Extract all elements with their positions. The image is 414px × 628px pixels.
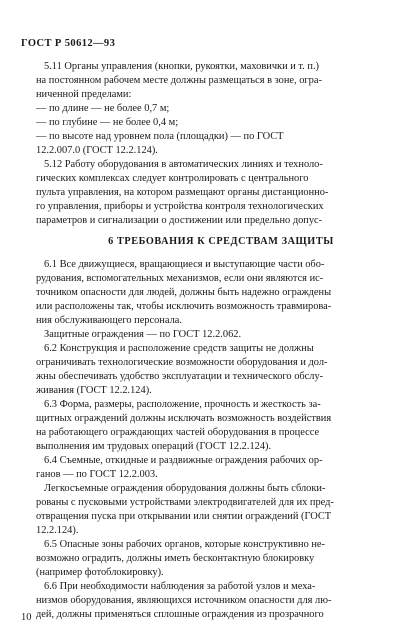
text-line: 5.11 Органы управления (кнопки, рукоятки, маховички и т. п.) [44,61,319,72]
text-line: жны обеспечивать удобство эксплуатации и технического обслу- [36,371,324,382]
text-line: дей, должны применяться сплошные ограждения из прозрачного [36,609,324,620]
text-line: — по длине — не более 0,7 м; [36,103,170,114]
text-line: ганов — по ГОСТ 12.2.003. [36,469,158,480]
text-line: параметров и сигнализации о достижении или предельно допус- [36,215,323,226]
text-line: рудования, вспомогательных механизмов, если они являются ис- [36,273,324,284]
text-line: 6.5 Опасные зоны рабочих органов, которые конструктивно не- [44,539,326,550]
text-line: точником опасности для людей, должны быть надежно ограждены [36,287,332,298]
text-line: 5.12 Работу оборудования в автоматических линиях и техноло- [44,159,323,170]
text-line: 6.3 Форма, размеры, расположение, прочность и жесткость за- [44,399,321,410]
text-line: 12.2.007.0 (ГОСТ 12.2.124). [36,145,158,156]
text-line: гических комплексах следует контролировать с центрального [36,173,309,184]
text-line: 6.6 При необходимости наблюдения за работой узлов и меха- [44,581,316,592]
text-line: — по глубине — не более 0,4 м; [36,117,179,128]
text-line: рованы с пусковыми устройствами электродвигателей для их пред- [36,497,334,508]
text-line: на постоянном рабочем месте должны размещаться в зоне, огра- [36,75,322,86]
document-header: ГОСТ Р 50612—93 [21,38,116,49]
text-line: 6.4 Съемные, откидные и раздвижные ограждения рабочих ор- [44,455,323,466]
text-line: щитных ограждений должны исключать возможность воздействия [36,413,332,424]
text-line: отвращения пуска при открывании или снятии ограждений (ГОСТ [36,511,332,522]
text-line: возможно оградить, должны иметь бесконтактную блокировку [36,553,315,564]
text-line: живания (ГОСТ 12.2.124). [36,385,152,396]
text-line: на работающего ограждающих частей оборудования в процессе [36,427,320,438]
page-number: 10 [21,612,32,623]
text-line: ограничивать технологические возможности оборудования и дол- [36,357,328,368]
text-line: низмов оборудования, являющихся источником опасности для лю- [36,595,332,606]
text-line: 6.1 Все движущиеся, вращающиеся и выступающие части обо- [44,259,325,270]
text-line: го управления, приборы и устройства контроля технологических [36,201,324,212]
text-line: (например фотоблокировку). [36,567,164,578]
text-line: ниченной пределами: [36,89,132,100]
text-line: Защитные ограждения — по ГОСТ 12.2.062. [44,329,242,340]
text-line: 12.2.124). [36,525,79,536]
text-line: или расположены так, чтобы исключить возможность травмирова- [36,301,332,312]
section-title: 6 ТРЕБОВАНИЯ К СРЕДСТВАМ ЗАЩИТЫ [108,236,334,247]
text-line: пульта управления, на котором размещают органы дистанционно- [36,187,329,198]
text-line: ния обслуживающего персонала. [36,315,182,326]
text-line: — по высоте над уровнем пола (площадки) — по ГОСТ [36,131,284,142]
text-line: Легкосъемные ограждения оборудования должны быть сблоки- [44,483,326,494]
text-line: 6.2 Конструкция и расположение средств защиты не должны [44,343,314,354]
text-line: выполнения им трудовых операций (ГОСТ 12.2.124). [36,441,272,452]
